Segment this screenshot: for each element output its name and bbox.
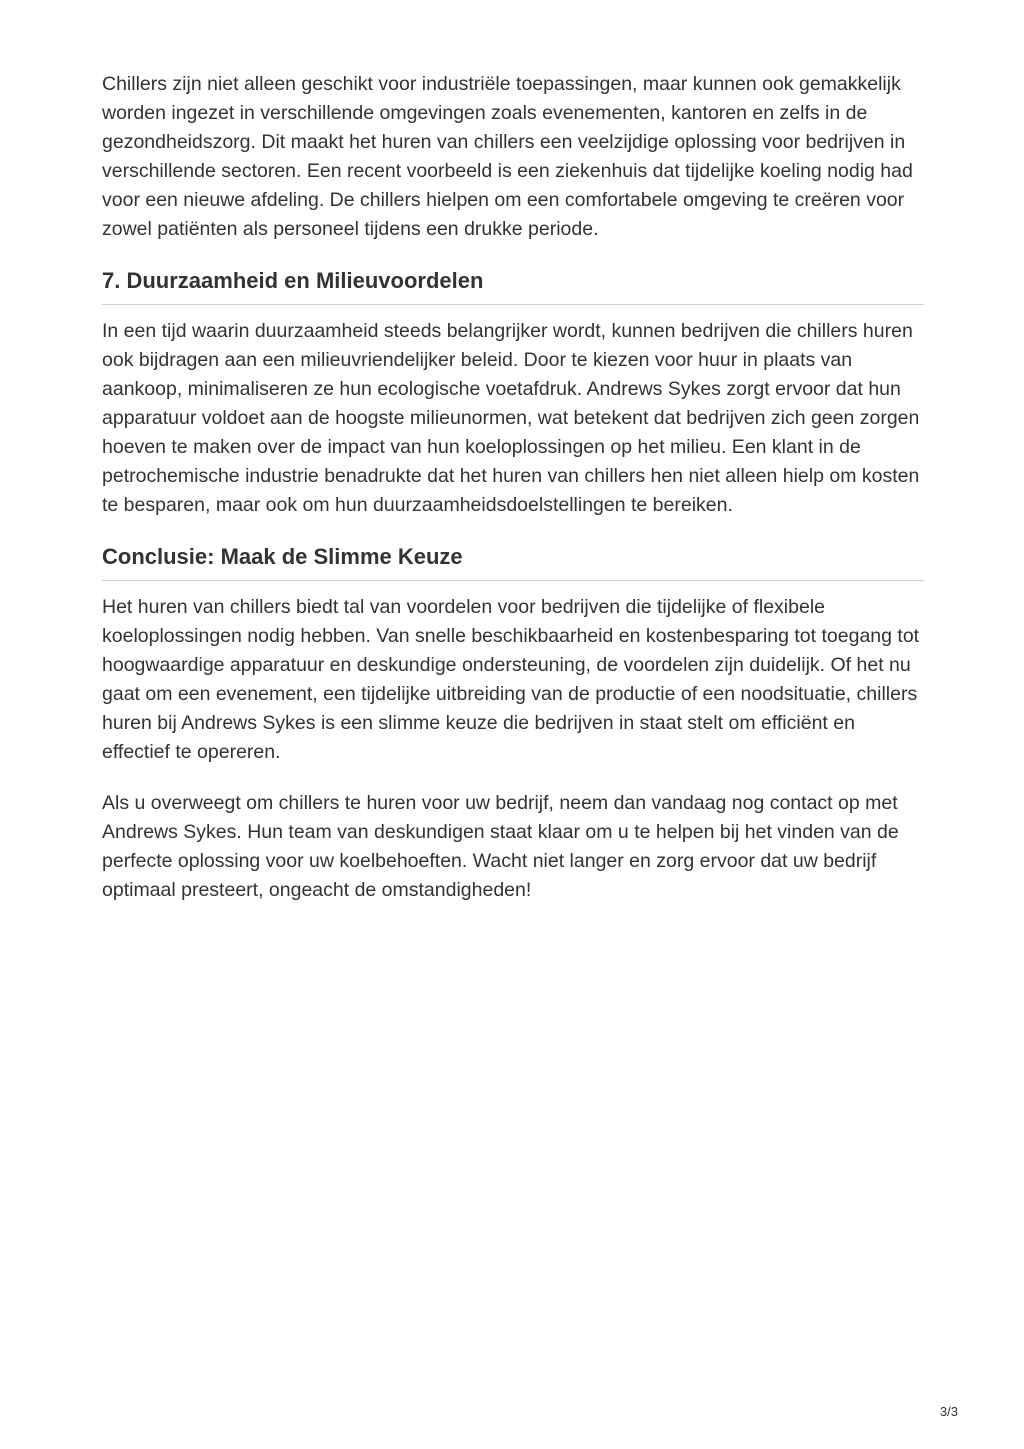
section-heading: 7. Duurzaamheid en Milieuvoordelen bbox=[102, 266, 924, 305]
section-paragraph: Als u overweegt om chillers te huren voor uw bedrijf, neem dan vandaag nog contact op met Andrews Sykes. Hun team van deskundigen staat klaar om u te helpen bij het vinden van de perfecte oplossing voor uw koelbehoeften. Wacht niet langer en zorg ervoor dat uw bedrijf optimaal presteert, ongeacht de omstandigheden! bbox=[102, 792, 899, 901]
intro-paragraph: Chillers zijn niet alleen geschikt voor industriële toepassingen, maar kunnen ook gemakkelijk worden ingezet in verschillende omgevingen zoals evenementen, kantoren en zelfs in de gezondheidszorg. Dit maakt het huren van chillers een veelzijdige oplossing voor bedrijven in verschillende sectoren. Een recent voorbeeld is een ziekenhuis dat tijdelijke koeling nodig had voor een nieuwe afdeling. De chillers hielpen om een comfortabele omgeving te creëren voor zowel patiënten als personeel tijdens een drukke periode. bbox=[102, 73, 913, 240]
section-conclusion bbox=[102, 542, 924, 905]
document-body bbox=[102, 70, 924, 927]
page-number: 3/3 bbox=[939, 1404, 958, 1419]
section-heading: Conclusie: Maak de Slimme Keuze bbox=[102, 542, 924, 581]
section-sustainability bbox=[102, 266, 924, 520]
section-paragraph: Het huren van chillers biedt tal van voordelen voor bedrijven die tijdelijke of flexibele koeloplossingen nodig hebben. Van snelle beschikbaarheid en kostenbesparing tot toegang tot hoogwaardige apparatuur en deskundige ondersteuning, de voordelen zijn duidelijk. Of het nu gaat om een evenement, een tijdelijke uitbreiding van de productie of een noodsituatie, chillers huren bij Andrews Sykes is een slimme keuze die bedrijven in staat stelt om efficiënt en effectief te opereren. bbox=[102, 596, 920, 763]
section-paragraph: In een tijd waarin duurzaamheid steeds belangrijker wordt, kunnen bedrijven die chillers huren ook bijdragen aan een milieuvriendelijker beleid. Door te kiezen voor huur in plaats van aankoop, minimaliseren ze hun ecologische voetafdruk. Andrews Sykes zorgt ervoor dat hun apparatuur voldoet aan de hoogste milieunormen, wat betekent dat bedrijven zich geen zorgen hoeven te maken over de impact van hun koeloplossingen op het milieu. Een klant in de petrochemische industrie benadrukte dat het huren van chillers hen niet alleen hielp om kosten te besparen, maar ook om hun duurzaamheidsdoelstellingen te bereiken. bbox=[102, 320, 920, 516]
